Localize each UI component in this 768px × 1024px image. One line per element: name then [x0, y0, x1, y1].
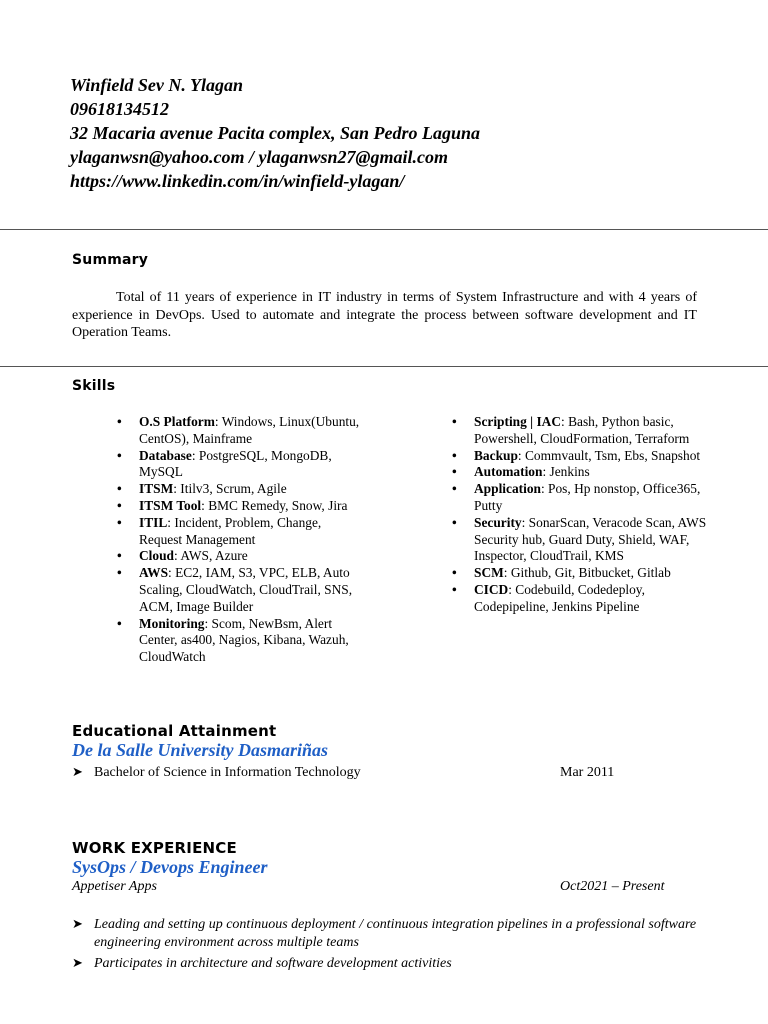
skill-label: Application	[474, 481, 541, 497]
skill-value: : Incident, Problem, Change, Request Management	[139, 514, 322, 547]
skill-value: : Commvault, Tsm, Ebs, Snapshot	[517, 447, 701, 463]
skill-value: : Windows, Linux(Ubuntu, CentOS), Mainframe	[139, 414, 360, 446]
skill-value: : AWS, Azure	[173, 548, 248, 564]
job-title: SysOps / Devops Engineer	[72, 857, 268, 877]
skill-label: ITIL	[139, 514, 168, 530]
skill-item	[452, 414, 708, 448]
bullet-icon: •	[452, 565, 457, 581]
address: 32 Macaria avenue Pacita complex, San Pedro Laguna	[70, 123, 480, 143]
contact-block	[70, 73, 480, 193]
skill-value: : SonarScan, Veracode Scan, AWS Security hub, Guard Duty, Shield, WAF, Inspector, CloudTrail, KMS	[474, 514, 707, 564]
skill-value: : Itilv3, Scrum, Agile	[173, 481, 287, 497]
skill-value: : EC2, IAM, S3, VPC, ELB, Auto Scaling, CloudWatch, CloudTrail, SNS, ACM, Image Builder	[139, 565, 353, 614]
bullet-icon: •	[117, 447, 122, 463]
skill-value: : Github, Git, Bitbucket, Gitlab	[503, 565, 671, 581]
bullet-icon: •	[117, 565, 122, 581]
company-name: Appetiser Apps	[72, 879, 157, 894]
summary-text: Total of 11 years of experience in IT industry in terms of System Infrastructure and with 4 years of experience in DevOps. Used to automate and integrate the process between software development and IT Operation Teams.	[72, 290, 697, 340]
duty-text: Participates in architecture and software development activities	[94, 956, 452, 971]
skill-label: AWS	[139, 565, 169, 581]
bullet-icon: •	[117, 481, 122, 497]
summary-heading: Summary	[72, 252, 149, 268]
skill-item	[117, 448, 367, 482]
skill-label: Cloud	[139, 548, 174, 564]
bullet-icon: •	[452, 414, 457, 429]
degree-row	[72, 765, 361, 781]
skill-item	[117, 548, 367, 565]
skill-label: SCM	[474, 565, 504, 581]
skill-value: : Bash, Python basic, Powershell, CloudFormation, Terraform	[474, 414, 690, 446]
bullet-icon: •	[117, 514, 122, 530]
arrowhead-bullet-icon: ➤	[72, 765, 83, 780]
divider-middle	[0, 366, 768, 367]
skill-label: Automation	[474, 464, 543, 480]
skill-label: CICD	[474, 581, 509, 597]
skill-item	[452, 565, 708, 582]
work-heading: WORK EXPERIENCE	[72, 839, 237, 857]
skills-heading: Skills	[72, 378, 116, 394]
employment-period: Oct2021 – Present	[560, 879, 665, 894]
school-name: De la Salle University Dasmariñas	[72, 740, 329, 760]
arrowhead-bullet-icon: ➤	[72, 917, 83, 932]
skill-label: Security	[474, 514, 522, 530]
bullet-icon: •	[452, 447, 457, 463]
skill-value: : Pos, Hp nonstop, Office365, Putty	[474, 481, 701, 513]
skill-item	[452, 582, 708, 616]
skill-value: : Codebuild, Codedeploy, Codepipeline, Jenkins Pipeline	[474, 581, 645, 614]
graduation-date: Mar 2011	[560, 765, 615, 780]
skill-label: Database	[139, 447, 192, 463]
skill-label: Scripting | IAC	[474, 414, 562, 429]
skills-left-list	[117, 414, 367, 666]
skill-value: : PostgreSQL, MongoDB, MySQL	[139, 447, 332, 480]
skill-value: : Scom, NewBsm, Alert Center, as400, Nagios, Kibana, Wazuh, CloudWatch	[139, 615, 349, 665]
divider-top	[0, 229, 768, 230]
bullet-icon: •	[452, 481, 457, 497]
bullet-icon: •	[452, 464, 457, 480]
skill-label: Monitoring	[139, 615, 205, 631]
skill-value: : Jenkins	[542, 464, 590, 480]
skill-item	[117, 565, 367, 615]
degree: Bachelor of Science in Information Technology	[94, 765, 361, 780]
bullet-icon: •	[117, 414, 122, 429]
skill-item	[117, 515, 367, 549]
phone-number: 09618134512	[70, 99, 169, 119]
bullet-icon: •	[117, 497, 122, 513]
bullet-icon: •	[452, 514, 457, 530]
skill-item	[452, 515, 708, 565]
education-heading: Educational Attainment	[72, 722, 277, 740]
skill-value: : BMC Remedy, Snow, Jira	[201, 497, 348, 513]
bullet-icon: •	[117, 548, 122, 564]
skills-right-column	[452, 414, 708, 616]
bullet-icon: •	[117, 615, 122, 631]
duty-item	[72, 955, 712, 973]
skill-label: O.S Platform	[139, 414, 215, 429]
linkedin-url: https://www.linkedin.com/in/winfield-ylagan/	[70, 171, 405, 191]
duty-text: Leading and setting up continuous deployment / continuous integration pipelines in a professional software engineering environment across multiple teams	[94, 917, 697, 950]
bullet-icon: •	[452, 581, 457, 597]
skill-label: ITSM Tool	[139, 497, 202, 513]
skill-item	[452, 481, 708, 515]
skill-item	[117, 481, 367, 498]
candidate-name: Winfield Sev N. Ylagan	[70, 75, 244, 95]
skill-item	[452, 448, 708, 465]
skill-item	[452, 464, 708, 481]
duty-item	[72, 916, 712, 951]
skill-item	[117, 616, 367, 666]
skills-left-column	[117, 414, 367, 666]
skill-item	[117, 414, 367, 448]
skill-label: Backup	[474, 447, 518, 463]
email-addresses: ylaganwsn@yahoo.com / ylaganwsn27@gmail.com	[70, 147, 448, 167]
arrowhead-bullet-icon: ➤	[72, 956, 83, 971]
skill-label: ITSM	[139, 481, 174, 497]
skill-item	[117, 498, 367, 515]
skills-right-list	[452, 414, 708, 616]
